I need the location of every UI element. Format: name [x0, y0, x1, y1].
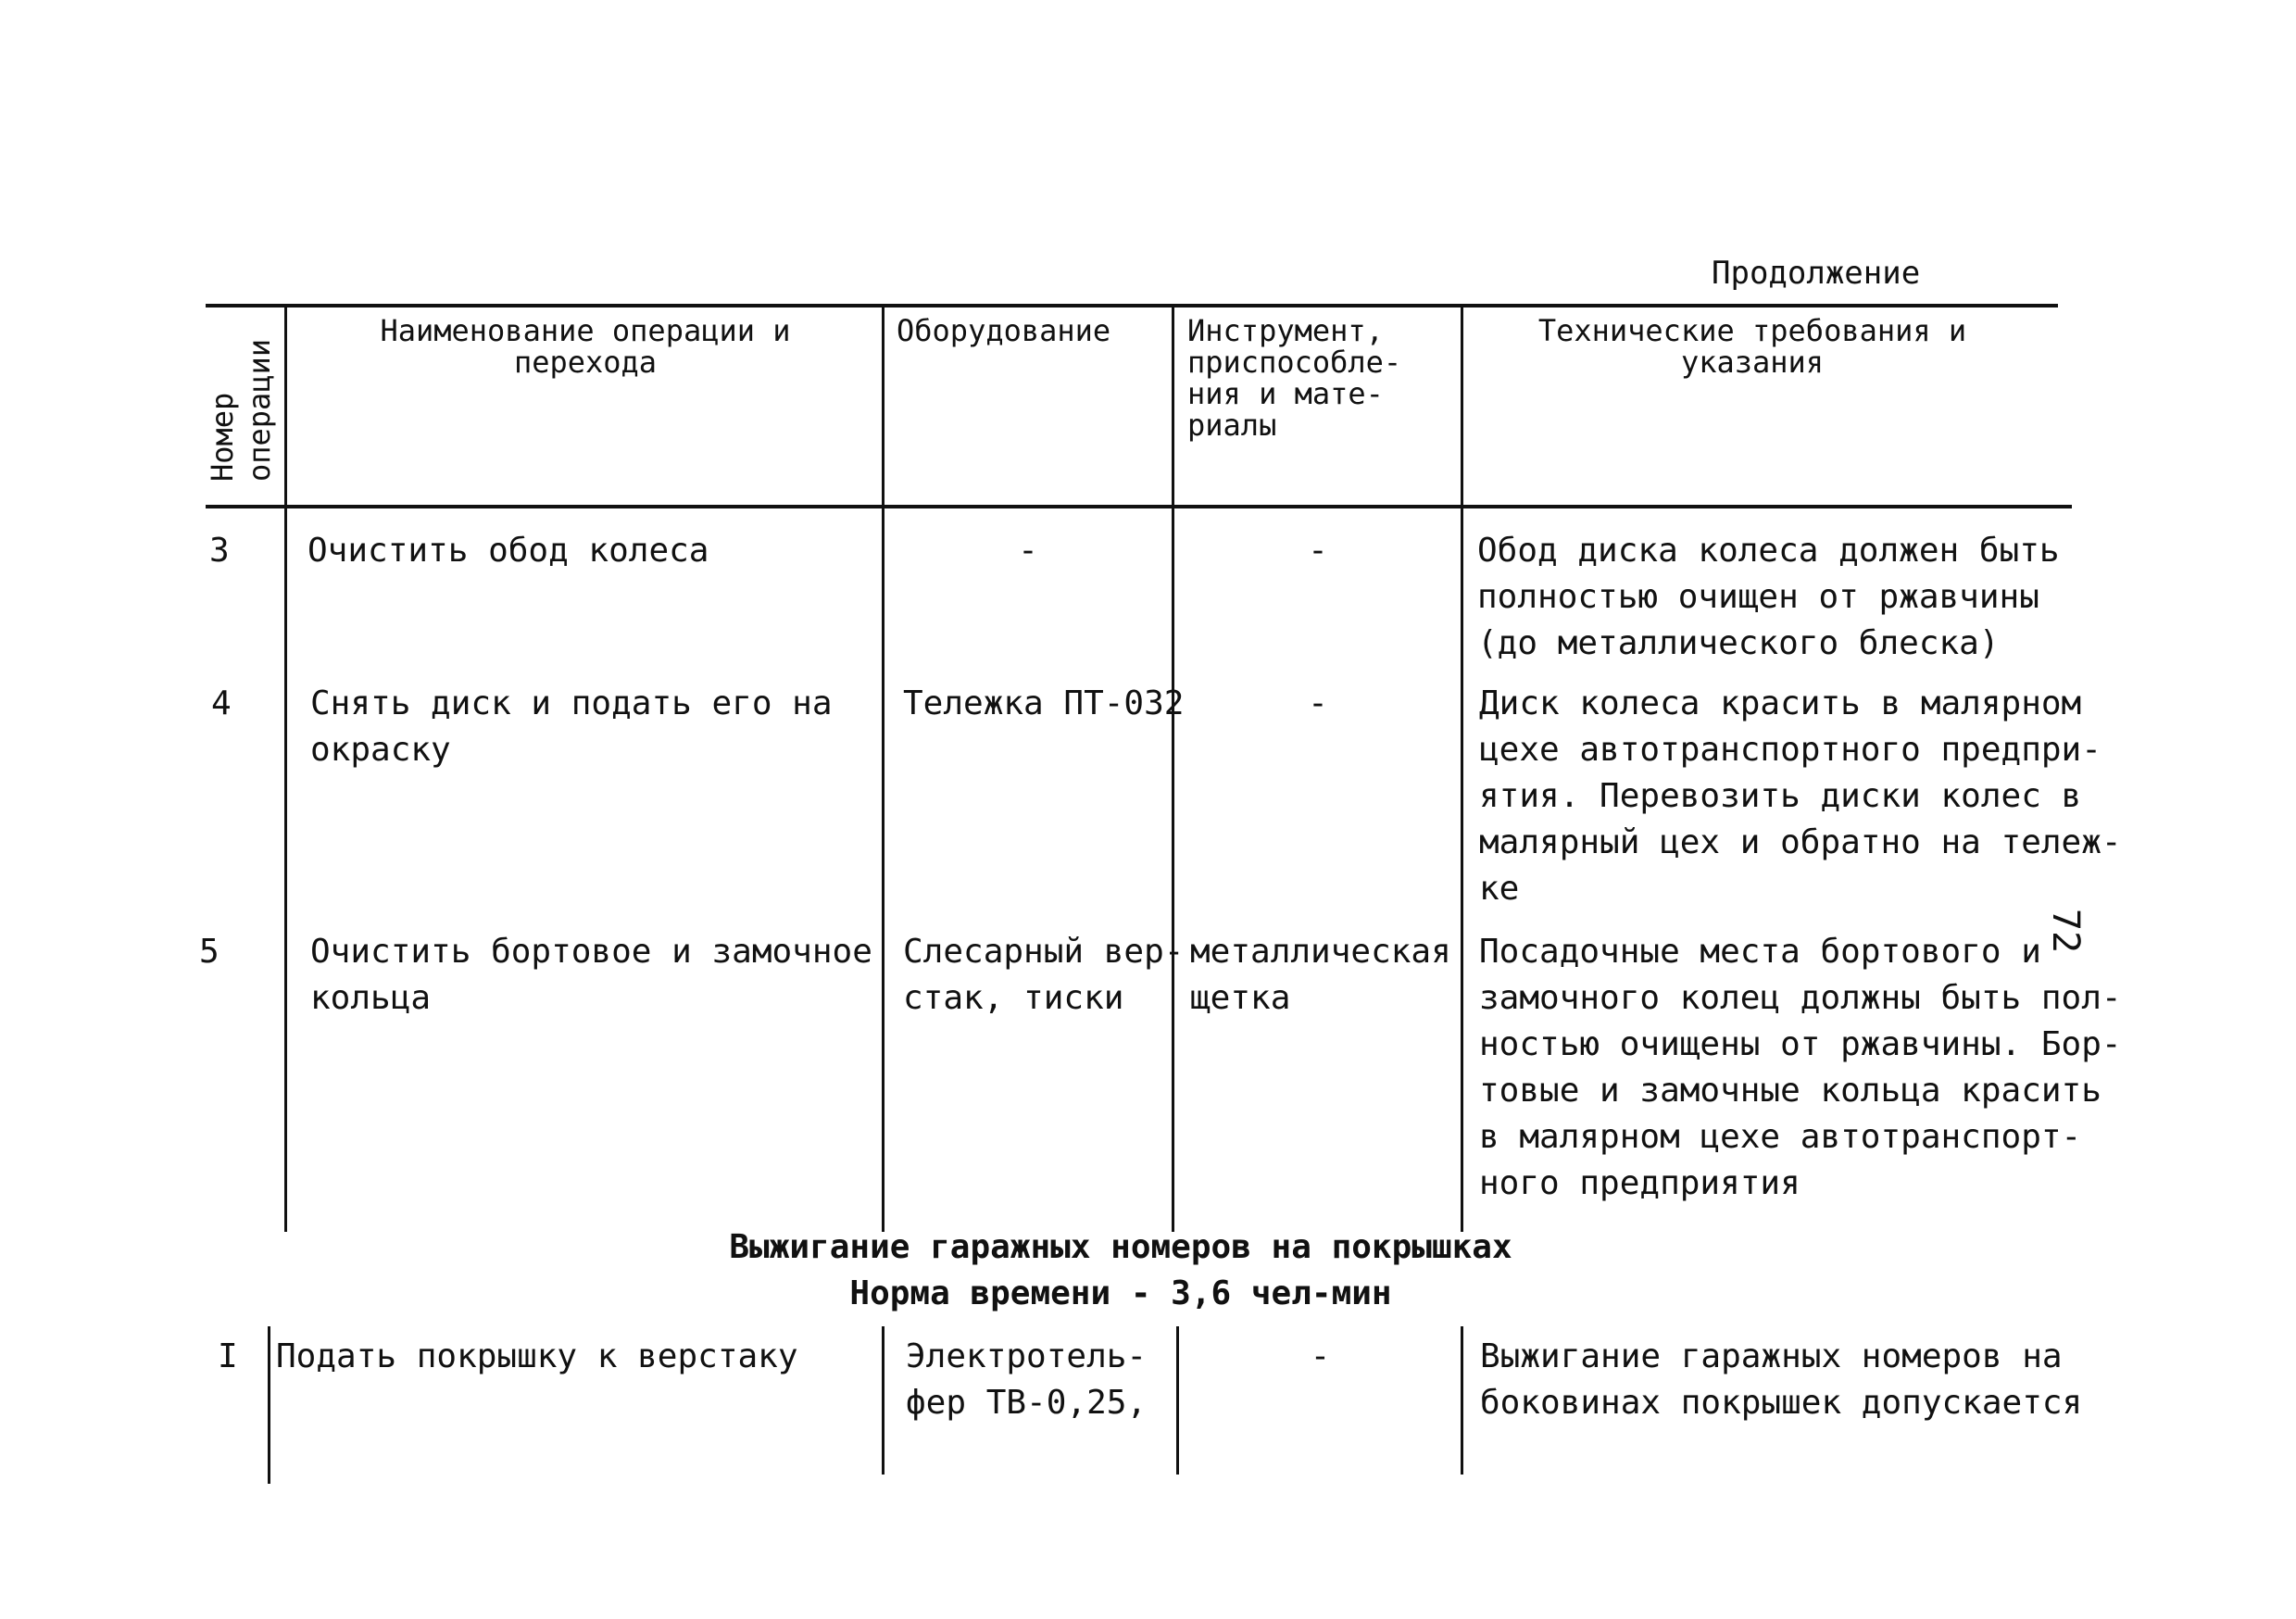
section-norm: Норма времени - 3,6 чел-мин [849, 1274, 1392, 1312]
row-tools-line: - [1308, 532, 1328, 570]
header-tools-line2: приспособле- [1187, 345, 1402, 380]
row-operation-line: Очистить бортовое и замочное [310, 933, 872, 971]
header-op-number-line2: операции [242, 338, 277, 482]
continuation-label: Продолжение [1712, 255, 1921, 292]
section-title: Выжигание гаражных номеров на покрышках [729, 1228, 1512, 1266]
row-requirements [1477, 528, 2060, 667]
header-equipment-text: Оборудование [897, 313, 1111, 348]
row-requirements-line: боковинах покрышек допускается [1480, 1384, 2083, 1422]
row-equipment-line: Электротель- [906, 1337, 1148, 1375]
row-requirements-line: Посадочные места бортового и [1479, 933, 2041, 971]
row-equipment [885, 528, 1172, 574]
row-number: 5 [199, 933, 220, 971]
header-op-number-line1: Номер [205, 392, 240, 482]
row-operation-line: Снять диск и подать его на [310, 684, 833, 722]
row-requirements-line: Обод диска колеса должен быть [1477, 532, 2060, 570]
header-operation-line2: перехода [513, 345, 658, 380]
row-tools [1174, 681, 1462, 727]
row-equipment-line: фер ТВ-0,25, [906, 1384, 1148, 1422]
header-tools-line3: ния и мате- [1187, 376, 1384, 411]
row-requirements-line: полностью очищен от ржавчины [1477, 578, 2039, 616]
lower-col-divider-2 [882, 1326, 885, 1475]
row-requirements-line: Выжигание гаражных номеров на [1480, 1337, 2063, 1375]
row-number: 3 [209, 532, 230, 570]
row-tools-line: - [1308, 684, 1328, 722]
table-top-rule [206, 304, 2058, 307]
col-divider-3 [1172, 306, 1174, 1232]
row-requirements [1480, 1334, 2082, 1426]
row-requirements-line: (до металлического блеска) [1477, 624, 2000, 662]
row-equipment [903, 929, 1184, 1022]
col-divider-1 [284, 306, 287, 1232]
row-equipment-line: Тележка ПТ-032 [903, 684, 1185, 722]
row-tools [1179, 1334, 1462, 1380]
row-requirements [1479, 681, 2122, 912]
row-requirements-line: малярный цех и обратно на тележ- [1479, 823, 2122, 861]
lower-col-divider-1 [268, 1326, 270, 1484]
row-operation [310, 681, 833, 773]
row-requirements [1479, 929, 2122, 1207]
row-requirements-line: Диск колеса красить в малярном [1479, 684, 2082, 722]
header-bottom-rule [206, 505, 2072, 508]
row-tools [1190, 929, 1451, 1022]
row-operation-line: Очистить обод колеса [307, 532, 709, 570]
col-divider-4 [1461, 306, 1463, 1232]
section-heading [648, 1224, 1593, 1317]
row-tools-line: щетка [1190, 979, 1291, 1017]
page-number-text: 72 [2044, 908, 2087, 954]
row-requirements-line: товые и замочные кольца красить [1479, 1072, 2102, 1110]
row-number: 4 [211, 684, 232, 722]
row-tools-line: металлическая [1190, 933, 1451, 971]
row-equipment-line: Слесарный вер- [903, 933, 1185, 971]
row-requirements-line: ке [1479, 870, 1520, 908]
row-tools-line: - [1310, 1337, 1331, 1375]
header-tools-line4: риалы [1187, 408, 1277, 443]
row-operation [307, 528, 709, 574]
header-equipment [897, 315, 1110, 346]
row-requirements-line: ятия. Перевозить диски колес в [1479, 777, 2082, 815]
row-operation-line: Подать покрышку к верстаку [276, 1337, 798, 1375]
header-tools [1187, 315, 1401, 441]
header-requirements-line2: указания [1680, 345, 1825, 380]
row-operation [276, 1334, 798, 1380]
row-number: I [218, 1337, 238, 1375]
row-equipment [906, 1334, 1147, 1426]
row-operation-line: окраску [310, 731, 451, 769]
row-equipment [903, 681, 1184, 727]
row-requirements-line: ностью очищены от ржавчины. Бор- [1479, 1025, 2122, 1063]
row-requirements-line: замочного колец должны быть пол- [1479, 979, 2122, 1017]
header-requirements-line1: Технические требования и [1537, 313, 1967, 348]
col-divider-2 [882, 306, 885, 1232]
row-equipment-line: - [1018, 532, 1038, 570]
row-operation-line: кольца [310, 979, 432, 1017]
header-tools-line1: Инструмент, [1187, 313, 1384, 348]
row-tools [1174, 528, 1462, 574]
header-requirements [1465, 315, 2039, 378]
row-operation [310, 929, 872, 1022]
header-operation-line1: Наименование операции и [380, 313, 791, 348]
row-equipment-line: стак, тиски [903, 979, 1124, 1017]
row-requirements-line: цехе автотранспортного предпри- [1479, 731, 2102, 769]
row-requirements-line: ного предприятия [1479, 1164, 1800, 1202]
header-operation [289, 315, 882, 378]
row-requirements-line: в малярном цехе автотранспорт- [1479, 1118, 2082, 1156]
